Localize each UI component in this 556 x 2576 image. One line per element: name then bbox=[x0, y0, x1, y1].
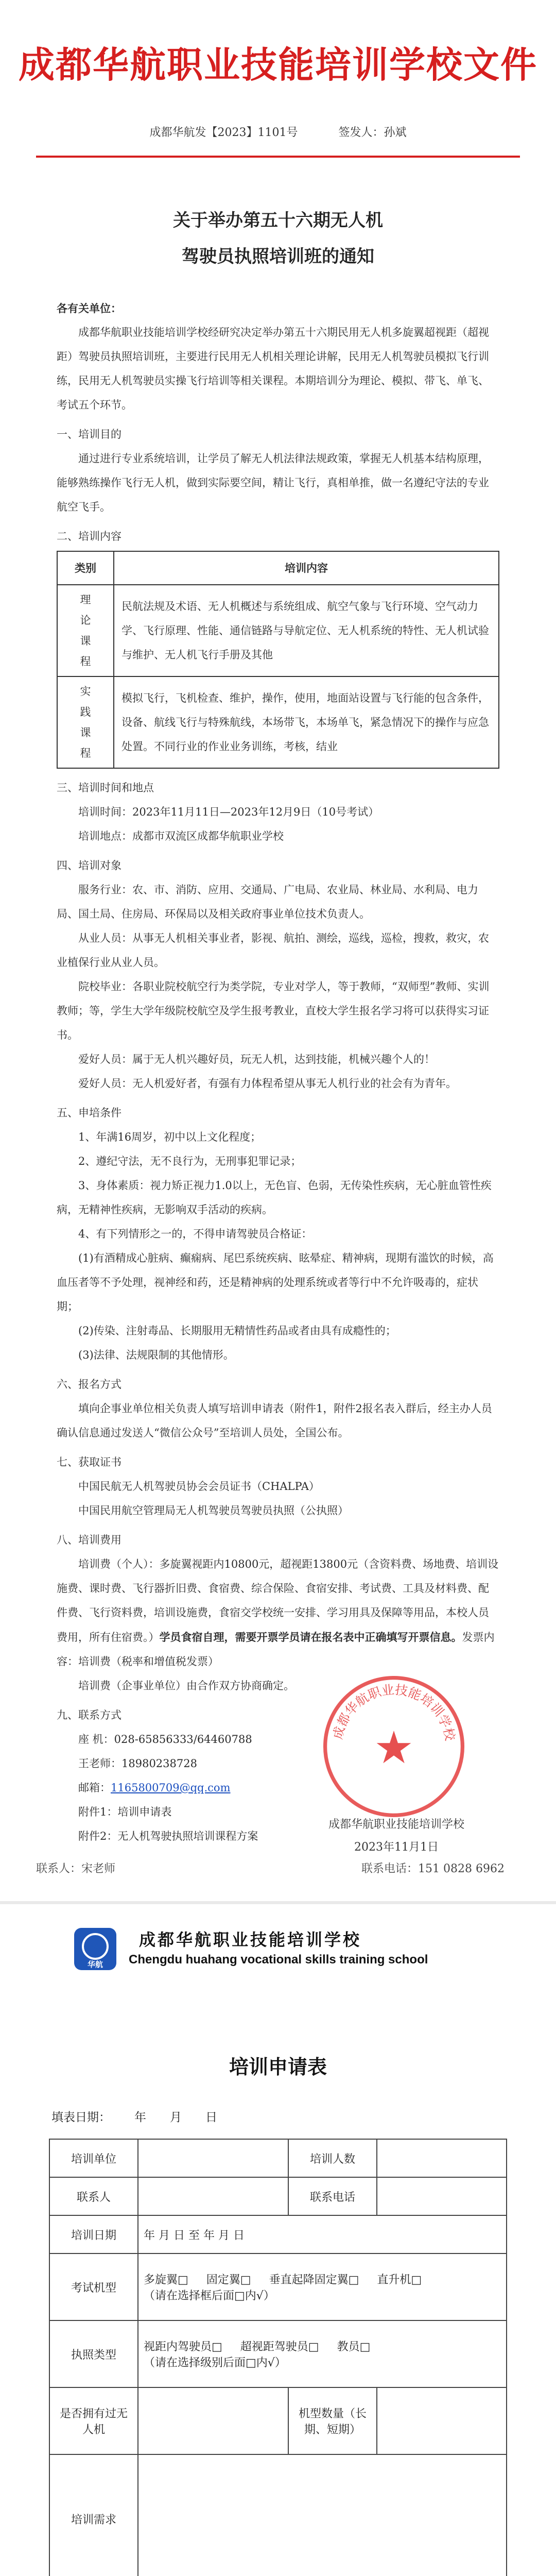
category-practice: 实 践 课 程 bbox=[57, 676, 114, 768]
salutation: 各有关单位： bbox=[57, 302, 121, 315]
requirements-heading: 五、申培条件 bbox=[57, 1107, 121, 1119]
course-table bbox=[57, 551, 499, 769]
footer-contact-person: 联系人：宋老师 bbox=[36, 1862, 116, 1875]
certificate-item: 中国民航无人机驾驶员协会会员证书（CHALPA） bbox=[78, 1480, 320, 1493]
license-instructor-checkbox[interactable]: 教员□ bbox=[337, 2341, 371, 2353]
date-label: 培训日期 bbox=[49, 2215, 138, 2253]
target-paragraph: 爱好人员：无人机爱好者，有强有力体程希望从事无人机行业的社会有为青年。 bbox=[78, 1077, 457, 1090]
exam-vtol-checkbox[interactable]: 垂直起降固定翼□ bbox=[269, 2274, 359, 2286]
content-heading: 二、培训内容 bbox=[57, 530, 121, 543]
exam-hint: （请在选择框后面□内√） bbox=[144, 2290, 275, 2302]
course-table-header bbox=[57, 551, 499, 585]
contact-label: 联系人 bbox=[49, 2177, 138, 2215]
count-label: 培训人数 bbox=[288, 2139, 377, 2177]
certificate-item: 中国民用航空管理局无人机驾驶员驾驶员执照（公执照） bbox=[78, 1504, 349, 1517]
application-form-page bbox=[0, 1901, 556, 2576]
attachment-item: 附件1：培训申请表 bbox=[78, 1806, 172, 1818]
official-seal-stamp bbox=[319, 1672, 468, 1821]
logo-text: 华航 bbox=[87, 1960, 103, 1969]
phone-label: 联系电话 bbox=[288, 2177, 377, 2215]
license-bvlos-checkbox[interactable]: 超视距驾驶员□ bbox=[240, 2341, 319, 2353]
target-paragraph: 从业人员：从事无人机相关事业者，影视、航拍、测绘，巡线，巡检，搜救，救灾，农业植保行业从业人员。 bbox=[57, 932, 489, 969]
purpose-heading: 一、培训目的 bbox=[57, 428, 121, 440]
seal-star-icon: ★ bbox=[374, 1721, 414, 1774]
application-form-table bbox=[49, 2139, 507, 2576]
count-field[interactable] bbox=[377, 2139, 507, 2177]
contact-email-row: 邮箱：1165800709@qq.com bbox=[78, 1782, 231, 1794]
need-field[interactable] bbox=[138, 2454, 507, 2576]
requirement-item: 3、身体素质：视力矫正视力1.0以上，无色盲、色弱，无传染性疾病，无心脏血管性疾病，无精神性疾病，无影响双手活动的疾病。 bbox=[57, 1179, 492, 1216]
table-row bbox=[49, 2253, 507, 2320]
time-place-heading: 三、培训时间和地点 bbox=[57, 782, 154, 794]
fees-emphasis: 学员食宿自理，需要开票学员请在报名表中正确填写开票信息。 bbox=[159, 1631, 462, 1643]
uav-type-field[interactable] bbox=[377, 2387, 507, 2454]
fees-paragraph: 培训费（个人）：多旋翼视距内10800元，超视距13800元（含资料费、场地费、培训设施费、课时费、飞行器折旧费、食宿费、综合保险、食宿安排、考试费、工具及材料费、配件费、飞行资料费，培训设施费，食宿交学校统一安排、学习用具及保障等用品，本校人员费用，所有住宿费。）学员食宿自理，需要开票学员请在报名表中正确填写开票信息。发票内容：培训费（税率和增值税发票） bbox=[57, 1558, 499, 1668]
document-number: 成都华航发【2023】1101号 bbox=[149, 126, 298, 139]
license-type-options bbox=[138, 2320, 507, 2387]
target-paragraph: 服务行业：农、市、消防、应用、交通局、广电局、农业局、林业局、水利局、电力局、国土局、住房局、环保局以及相关政府事业单位技术负责人。 bbox=[57, 884, 478, 920]
category-theory: 理 论 课 程 bbox=[57, 585, 114, 676]
form-title: 培训申请表 bbox=[229, 2055, 327, 2078]
table-row bbox=[49, 2454, 507, 2576]
notice-body bbox=[57, 296, 499, 1849]
purpose-text: 通过进行专业系统培训，让学员了解无人机法律法规政策，掌握无人机基本结构原理，能够熟练操作飞行无人机，做到实际要空间，精让飞行，真相单推，做一名遵纪守法的专业航空飞手。 bbox=[57, 452, 489, 513]
contact-phone: 座 机：028-65856333/64460788 bbox=[78, 1733, 252, 1745]
requirement-item: 2、遵纪守法，无不良行为，无刑事犯罪记录； bbox=[78, 1155, 302, 1167]
uav-owned-field[interactable] bbox=[138, 2387, 288, 2454]
attachment-item: 附件2：无人机驾驶执照培训课程方案 bbox=[78, 1830, 258, 1842]
intro-paragraph: 成都华航职业技能培训学校经研究决定举办第五十六期民用无人机多旋翼超视距（超视距）驾驶员执照培训班，主要进行民用无人机相关理论讲解，民用无人机驾驶员模拟飞行训练，民用无人机驾驶员实操飞行培训等相关课程。本期培训分为理论、模拟、带飞、单飞、考试五个环节。 bbox=[57, 326, 489, 411]
signature-org: 成都华航职业技能培训学校 bbox=[328, 1818, 464, 1831]
requirement-sub-item: (3)法律、法规限制的其他情形。 bbox=[78, 1349, 234, 1361]
signature-block bbox=[288, 1814, 505, 1859]
org-field[interactable] bbox=[138, 2139, 288, 2177]
footer-contact bbox=[36, 1860, 520, 1876]
org-label: 培训单位 bbox=[49, 2139, 138, 2177]
school-logo-icon bbox=[72, 1926, 118, 1972]
fill-date: 填表日期： 年 月 日 bbox=[51, 2111, 217, 2124]
signup-text: 填向企事业单位相关负责人填写培训申请表（附件1，附件2报名表入群后，经主办人员确认信息通过发送人“微信公众号”至培训人员处，全国公布。 bbox=[57, 1402, 492, 1439]
license-vlos-checkbox[interactable]: 视距内驾驶员□ bbox=[144, 2341, 222, 2353]
table-row bbox=[49, 2320, 507, 2387]
table-row bbox=[49, 2387, 507, 2454]
targets-heading: 四、培训对象 bbox=[57, 859, 121, 872]
footer-contact-phone: 联系电话：151 0828 6962 bbox=[361, 1862, 505, 1875]
col-content: 培训内容 bbox=[114, 551, 499, 585]
exam-type-label: 考试机型 bbox=[49, 2253, 138, 2320]
signer: 签发人：孙斌 bbox=[338, 126, 407, 139]
table-row bbox=[49, 2139, 507, 2177]
school-name-en: Chengdu huahang vocational skills training school bbox=[129, 1953, 428, 1967]
fees-heading: 八、培训费用 bbox=[57, 1534, 121, 1546]
notice-title-line1: 关于举办第五十六期无人机 bbox=[173, 210, 383, 231]
exam-fixedwing-checkbox[interactable]: 固定翼□ bbox=[206, 2274, 251, 2286]
training-place: 培训地点：成都市双流区成都华航职业学校 bbox=[78, 830, 284, 842]
contact-field[interactable] bbox=[138, 2177, 288, 2215]
signature-date: 2023年11月1日 bbox=[354, 1841, 439, 1854]
exam-helicopter-checkbox[interactable]: 直升机□ bbox=[377, 2274, 422, 2286]
requirement-sub-item: (2)传染、注射毒品、长期服用无精情性药品或者由具有成瘾性的； bbox=[78, 1325, 396, 1337]
red-divider bbox=[36, 156, 520, 158]
license-hint: （请在选择级别后面□内√） bbox=[144, 2357, 286, 2369]
email-link[interactable]: 1165800709@qq.com bbox=[111, 1782, 231, 1794]
requirement-item: 1、年满16周岁，初中以上文化程度； bbox=[78, 1131, 262, 1143]
signup-heading: 六、报名方式 bbox=[57, 1378, 121, 1391]
target-paragraph: 爱好人员：属于无人机兴趣好员，玩无人机，达到技能，机械兴趣个人的！ bbox=[78, 1053, 435, 1065]
uav-owned-label: 是否拥有过无人机 bbox=[49, 2387, 138, 2454]
table-row bbox=[49, 2215, 507, 2253]
col-category: 类别 bbox=[57, 551, 114, 585]
school-header bbox=[0, 1920, 556, 1987]
license-type-label: 执照类型 bbox=[49, 2320, 138, 2387]
theory-content: 民航法规及术语、无人机概述与系统组成、航空气象与飞行环境、空气动力学、飞行原理、性能、通信链路与导航定位、无人机系统的特性、无人机试验与维护、无人机飞行手册及其他 bbox=[114, 585, 499, 676]
exam-multirotor-checkbox[interactable]: 多旋翼□ bbox=[144, 2274, 188, 2286]
need-label: 培训需求 bbox=[49, 2454, 138, 2576]
document-number-row bbox=[0, 124, 556, 140]
phone-field[interactable] bbox=[377, 2177, 507, 2215]
school-name-cn: 成都华航职业技能培训学校 bbox=[139, 1930, 362, 1950]
notice-title-line2: 驾驶员执照培训班的通知 bbox=[182, 246, 374, 267]
target-paragraph: 院校毕业：各职业院校航空行为类学院，专业对学人，等于教师，“双师型”教师、实训教师；等，学生大学年级院校航空及学生报考教业，直校大学生报名学习将可以获得实习证书。 bbox=[57, 980, 490, 1041]
certificate-heading: 七、获取证书 bbox=[57, 1456, 121, 1468]
contact-heading: 九、联系方式 bbox=[57, 1709, 121, 1721]
school-document-title: 成都华航职业技能培训学校文件 bbox=[19, 43, 537, 86]
uav-type-label: 机型数量（长期、短期） bbox=[288, 2387, 377, 2454]
contact-teacher: 王老师：18980238728 bbox=[78, 1757, 197, 1770]
table-row bbox=[57, 585, 499, 676]
training-time: 培训时间：2023年11月11日—2023年12月9日（10号考试） bbox=[78, 806, 379, 818]
table-row bbox=[49, 2177, 507, 2215]
fees-corporate: 培训费（企事业单位）由合作双方协商确定。 bbox=[78, 1680, 294, 1692]
practice-content: 模拟飞行，飞机检查、维护，操作，使用，地面站设置与飞行能的包含条件，设备、航线飞行与特殊航线，本场带飞，本场单飞，紧急情况下的操作与应急处置。不同行业的作业业务训练，考核，结业 bbox=[114, 676, 499, 768]
requirement-item: 4、有下列情形之一的，不得申请驾驶员合格证： bbox=[78, 1228, 312, 1240]
requirement-sub-item: (1)有酒精成心脏病、癫痫病、尾巴系统疾病、眩晕症、精神病，现期有滥饮的时候，高血压者等不予处理，视神经和药，还是精神病的处理系统或者等行中不允许吸毒的，症状期； bbox=[57, 1252, 494, 1313]
date-field[interactable]: 年 月 日 至 年 月 日 bbox=[138, 2215, 507, 2253]
exam-type-options bbox=[138, 2253, 507, 2320]
seal-ring-text: 成都华航职业技能培训学校 bbox=[330, 1682, 458, 1742]
table-row bbox=[57, 676, 499, 768]
